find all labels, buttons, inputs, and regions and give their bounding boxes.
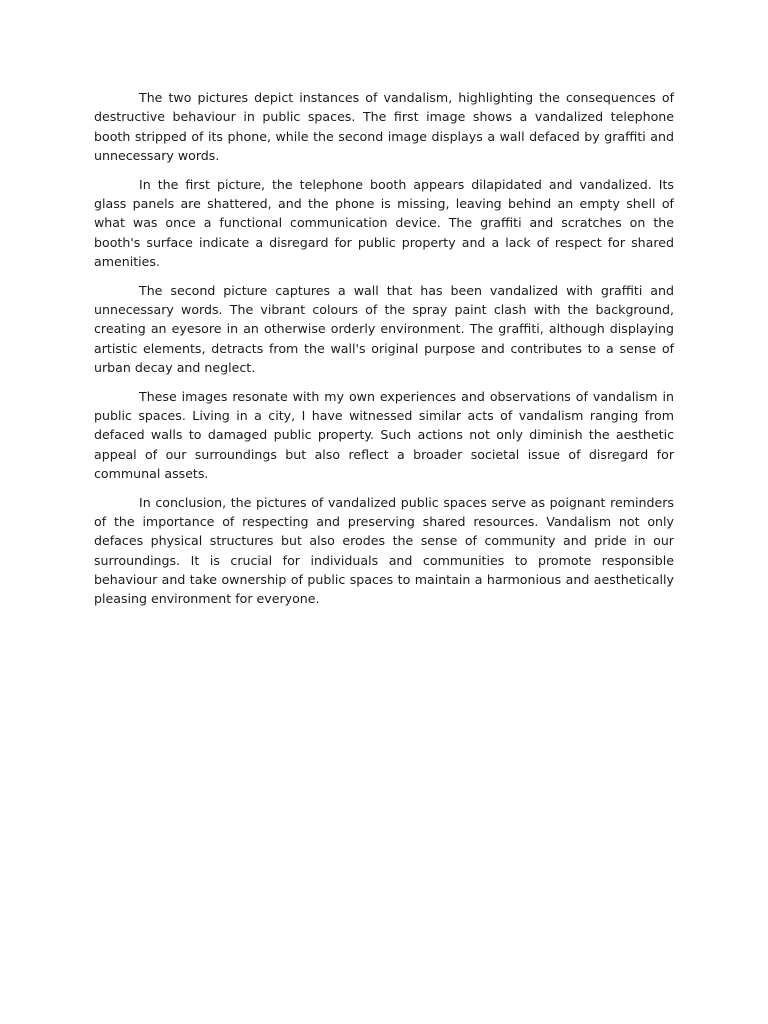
paragraph-4: These images resonate with my own experiences and observations of vandalism in public spaces. Living in a city, I have witnessed similar acts of vandalism ranging from defaced walls to damaged public property. Such actions not only diminish the aesthetic appeal of our surroundings but also reflect a broader societal issue of disregard for communal assets. <box>94 388 674 481</box>
paragraph-3: The second picture captures a wall that has been vandalized with graffiti and unnecessary words. The vibrant colours of the spray paint clash with the background, creating an eyesore in an otherwise orderly environment. The graffiti, although displaying artistic elements, detracts from the wall's original purpose and contributes to a sense of urban decay and neglect. <box>94 282 674 375</box>
paragraph-2: In the first picture, the telephone booth appears dilapidated and vandalized. Its glass panels are shattered, and the phone is missing, leaving behind an empty shell of what was once a functional communication device. The graffiti and scratches on the booth's surface indicate a disregard for public property and a lack of respect for shared amenities. <box>94 176 674 269</box>
paragraph-1: The two pictures depict instances of vandalism, highlighting the consequences of destructive behaviour in public spaces. The first image shows a vandalized telephone booth stripped of its phone, while the second image displays a wall defaced by graffiti and unnecessary words. <box>94 90 674 163</box>
document-body <box>94 88 674 618</box>
paragraph-5: In conclusion, the pictures of vandalized public spaces serve as poignant reminders of the importance of respecting and preserving shared resources. Vandalism not only defaces physical structures but also erodes the sense of community and pride in our surroundings. It is crucial for individuals and communities to promote responsible behaviour and take ownership of public spaces to maintain a harmonious and aesthetically pleasing environment for everyone. <box>94 494 674 607</box>
